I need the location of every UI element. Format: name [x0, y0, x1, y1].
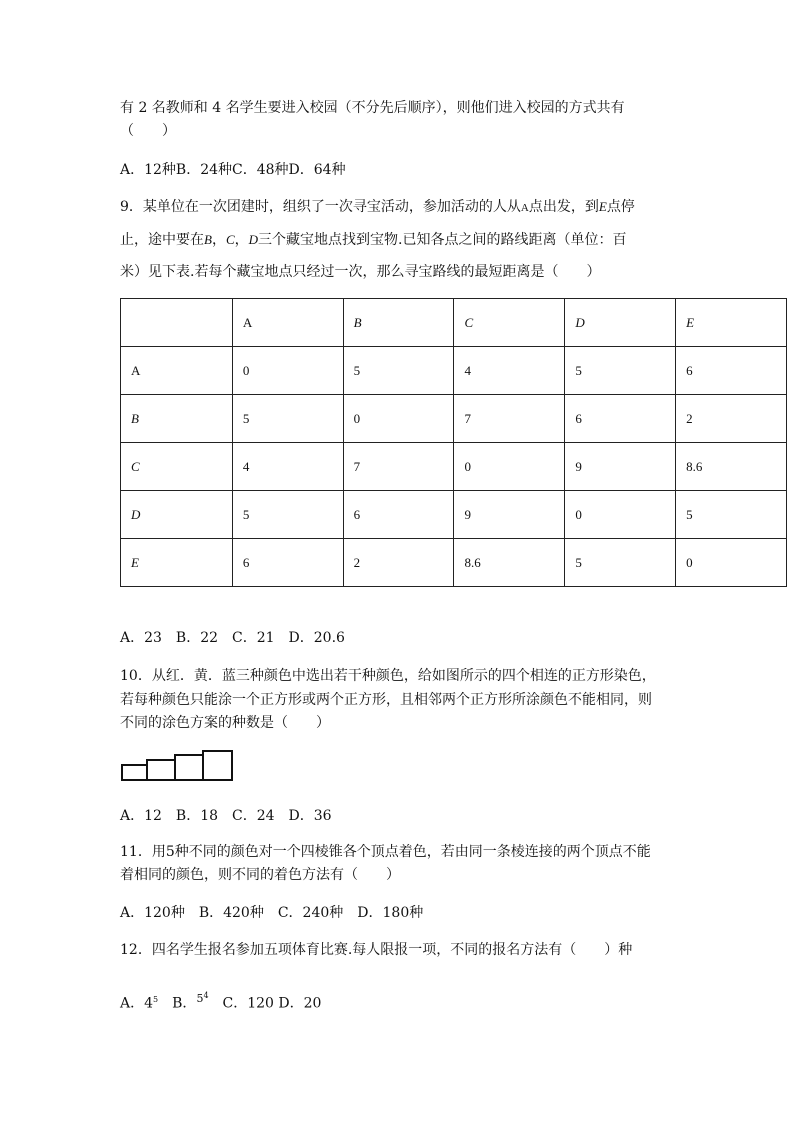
q12-option-a-label: A．: [120, 995, 145, 1012]
q11-stem-line2: 着相同的颜色，则不同的着色方法有（ ）: [120, 867, 400, 883]
q10-stem-line3: 不同的涂色方案的种数是（ ）: [120, 715, 330, 731]
q9-text: ，: [211, 232, 226, 248]
table-row: [121, 539, 787, 587]
q10-options: A．12 B．18 C．24 D．36: [120, 808, 332, 824]
q11-stem-line1: 11．用5种不同的颜色对一个四棱锥各个顶点着色，若由同一条棱连接的两个顶点不能: [120, 844, 651, 860]
point-d-label: D: [248, 232, 259, 247]
table-header-cell: B: [343, 299, 454, 347]
point-b-label: B: [204, 232, 212, 247]
table-cell: 0: [676, 539, 787, 587]
table-header-cell: C: [454, 299, 565, 347]
table-header-cell: E: [676, 299, 787, 347]
four-squares-figure: [121, 749, 235, 783]
table-cell: 6: [565, 395, 676, 443]
table-cell: 9: [454, 491, 565, 539]
table-cell: 2: [343, 539, 454, 587]
q9-text: 9．某单位在一次团建时，组织了一次寻宝活动，参加活动的人从: [120, 199, 521, 215]
q12-options: [120, 990, 321, 1015]
q11-options: A．120种 B．420种 C．240种 D．180种: [120, 905, 424, 921]
table-row: [121, 347, 787, 395]
table-row-label: C: [121, 443, 233, 491]
table-cell: 0: [565, 491, 676, 539]
q9-stem-line1: [120, 197, 635, 218]
table-header-row: [121, 299, 787, 347]
q9-text: 点停: [606, 199, 635, 215]
table-header-cell: D: [565, 299, 676, 347]
q12-option-b-label: B．: [172, 995, 197, 1012]
q12-option-b-exponent: 4: [203, 991, 209, 1000]
point-e-label: E: [598, 199, 607, 214]
table-cell: 5: [565, 539, 676, 587]
table-cell: 8.6: [454, 539, 565, 587]
q8-stem-line2: （ ）: [120, 123, 176, 139]
table-cell: 5: [676, 491, 787, 539]
table-row: [121, 395, 787, 443]
q9-text: 三个藏宝地点找到宝物.已知各点之间的路线距离（单位：百: [258, 232, 627, 248]
point-c-label: C: [225, 232, 235, 247]
table-cell: 5: [232, 395, 343, 443]
table-cell: 7: [454, 395, 565, 443]
square-2: [147, 760, 175, 780]
point-a-label: A: [520, 202, 529, 214]
table-cell: 4: [454, 347, 565, 395]
table-header-cell: A: [232, 299, 343, 347]
q8-options: A．12种B．24种C．48种D．64种: [120, 162, 346, 178]
q12-option-a-exponent: 5: [153, 995, 159, 1004]
table-cell: 6: [343, 491, 454, 539]
table-row-label: E: [121, 539, 233, 587]
table-cell: 7: [343, 443, 454, 491]
q12-option-b-base: 5: [196, 991, 204, 1005]
q9-text: 点出发，到: [528, 199, 599, 215]
table-cell: 5: [232, 491, 343, 539]
table-cell: 6: [676, 347, 787, 395]
square-1: [122, 765, 147, 780]
table-cell: 8.6: [676, 443, 787, 491]
table-row: [121, 443, 787, 491]
q12-stem: 12．四名学生报名参加五项体育比赛.每人限报一项，不同的报名方法有（ ）种: [120, 942, 633, 958]
q9-text: 止，途中要在: [120, 232, 204, 248]
square-4: [203, 751, 232, 780]
q9-options: A．23 B．22 C．21 D．20.6: [120, 630, 345, 646]
table-row: [121, 491, 787, 539]
table-cell: 0: [454, 443, 565, 491]
table-cell: 2: [676, 395, 787, 443]
q12-option-cd: C．120 D．20: [222, 995, 322, 1012]
q8-stem-line1: 有 2 名教师和 4 名学生要进入校园（不分先后顺序），则他们进入校园的方式共有: [120, 100, 625, 116]
table-cell: 6: [232, 539, 343, 587]
table-cell: 0: [343, 395, 454, 443]
q9-text: ，: [234, 232, 249, 248]
q10-stem-line2: 若每种颜色只能涂一个正方形或两个正方形，且相邻两个正方形所涂颜色不能相同，则: [120, 692, 652, 708]
table-cell: 5: [565, 347, 676, 395]
table-cell: 9: [565, 443, 676, 491]
distance-table: [120, 298, 787, 587]
q10-stem-line1: 10．从红．黄．蓝三种颜色中选出若干种颜色，给如图所示的四个相连的正方形染色，: [120, 668, 656, 684]
table-row-label: B: [121, 395, 233, 443]
table-cell: 5: [343, 347, 454, 395]
q9-stem-line2: [120, 230, 626, 250]
table-row-label: D: [121, 491, 233, 539]
q12-option-a-base: 4: [144, 995, 154, 1012]
table-cell: 0: [232, 347, 343, 395]
table-cell: [121, 299, 233, 347]
q9-stem-line3: 米）见下表.若每个藏宝地点只经过一次，那么寻宝路线的最短距离是（ ）: [120, 264, 601, 280]
table-row-label: A: [121, 347, 233, 395]
table-cell: 4: [232, 443, 343, 491]
square-3: [175, 755, 203, 780]
